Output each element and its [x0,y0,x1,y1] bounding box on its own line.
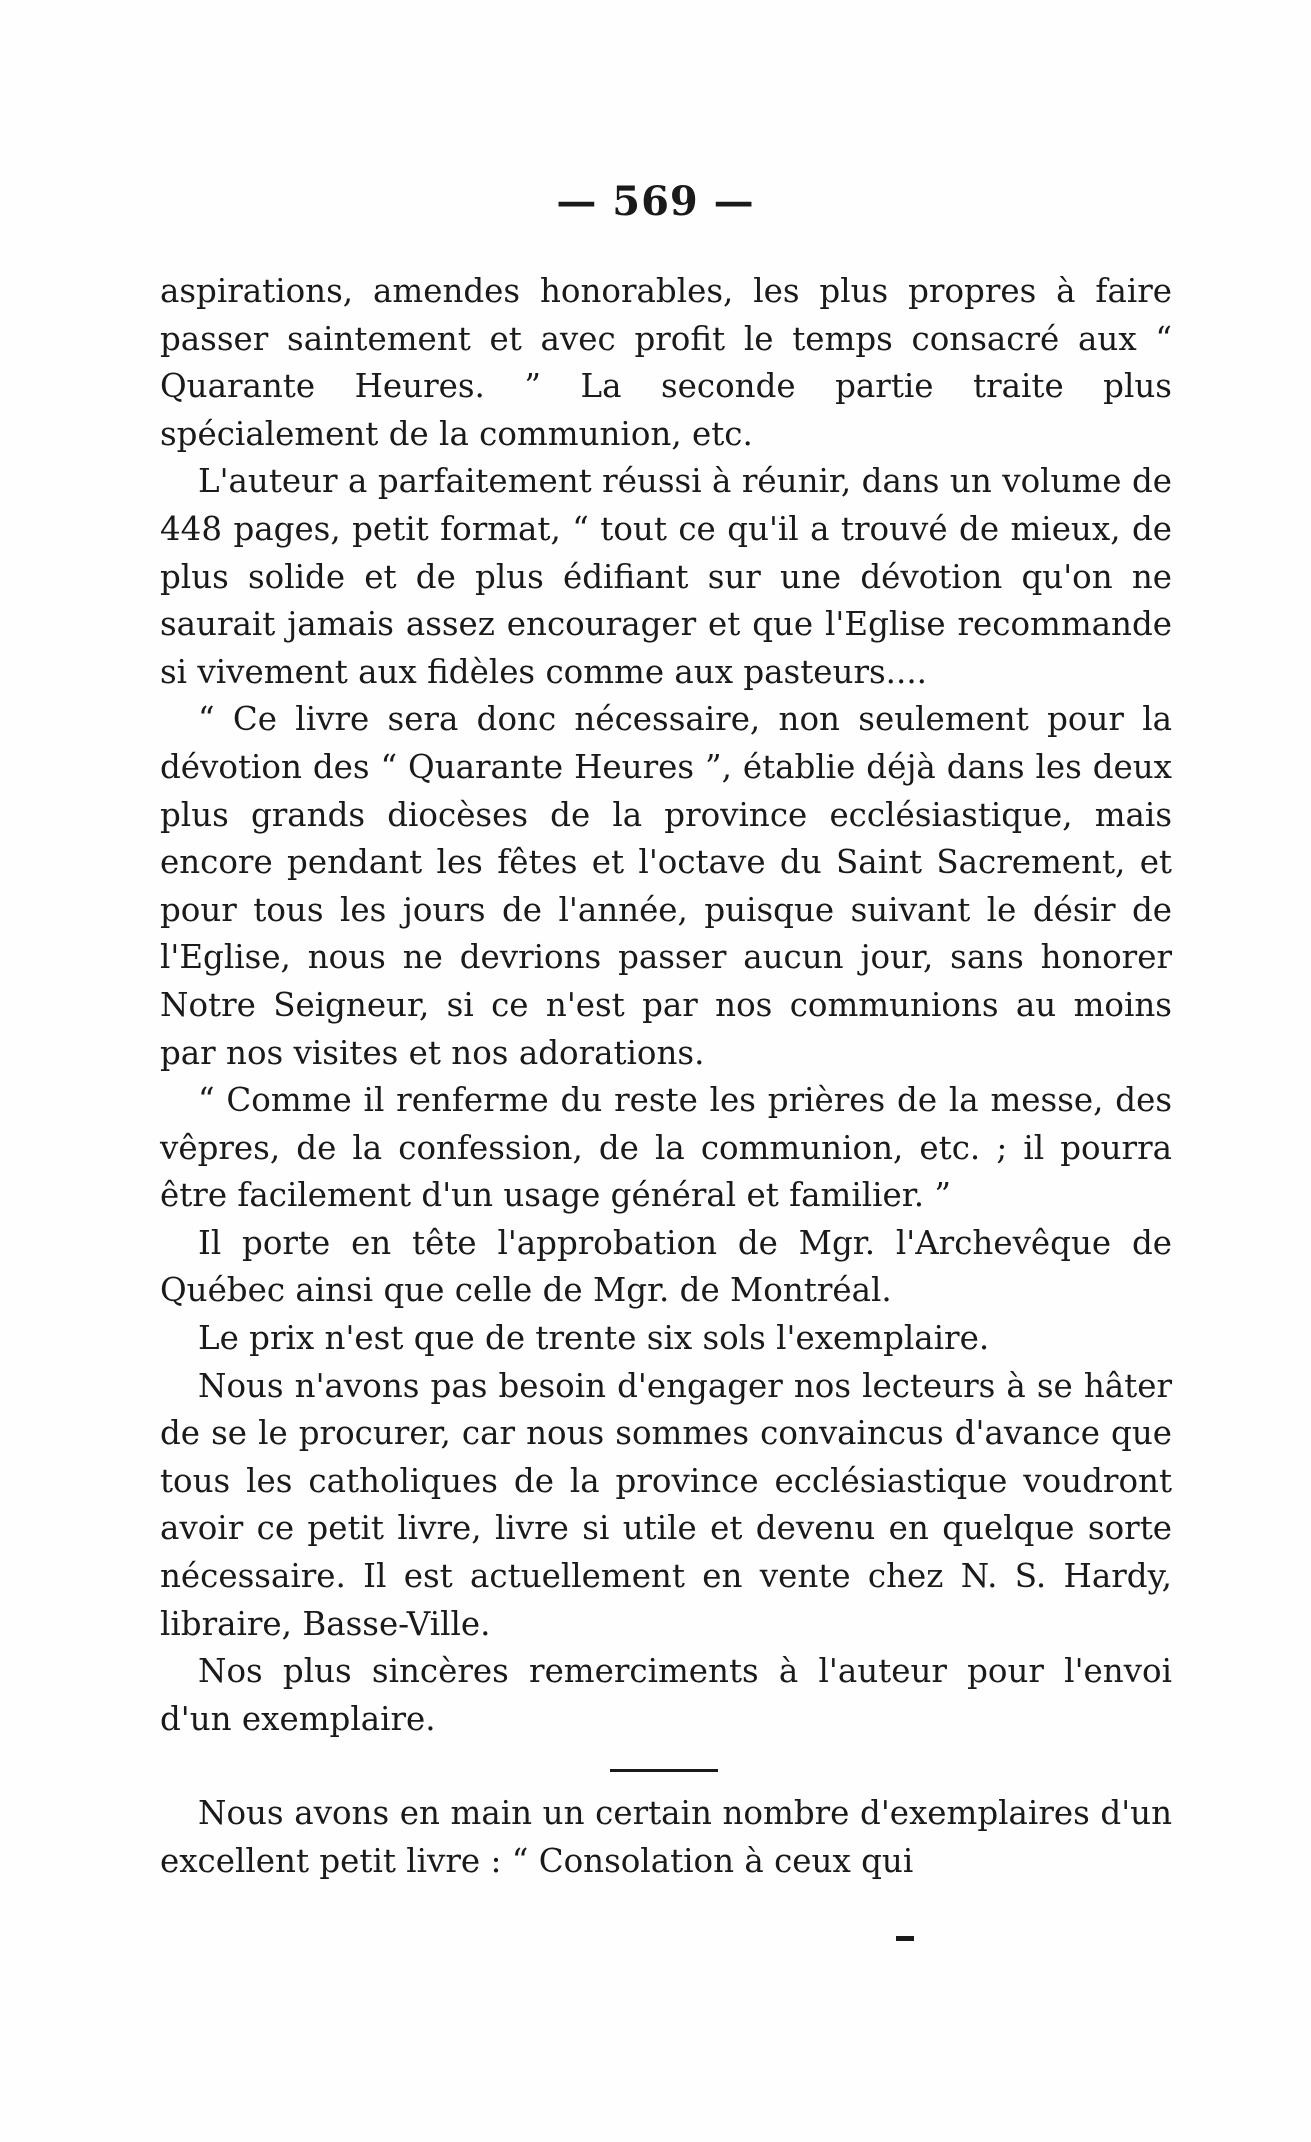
article-body [160,268,1172,1886]
paragraph-next-article: Nous avons en main un certain nombre d'exemplaires d'un excellent petit livre : “ Consolation à ceux qui [160,1794,1172,1880]
paragraph-price: Le prix n'est que de trente six sols l'exemplaire. [198,1319,990,1358]
bottom-dash-mark [896,1936,914,1941]
paragraph-quote-contents: “ Comme il renferme du reste les prières de la messe, des vêpres, de la confession, de la communion, etc. ; il pourra être facilement d'un usage général et familier. ” [160,1081,1172,1215]
paragraph-thanks: Nos plus sincères remerciments à l'auteur pour l'envoi d'un exemplaire. [160,1652,1172,1738]
separator-rule [610,1769,718,1772]
paragraph-approbation: Il porte en tête l'approbation de Mgr. l'Archevêque de Québec ainsi que celle de Mgr. de Montréal. [160,1223,1172,1310]
paragraph-recommendation: Nous n'avons pas besoin d'engager nos lecteurs à se hâter de se le procurer, car nous sommes convaincus d'avance que tous les catholiques de la province ecclésiastique voudront avoir ce petit livre, livre si utile et devenu en quelque sorte nécessaire. Il est actuellement en vente chez N. S. Hardy, libraire, Basse-Ville. [160,1366,1172,1643]
paragraph-quote-necessity: “ Ce livre sera donc nécessaire, non seulement pour la dévotion des “ Quarante Heures ”, établie déjà dans les deux plus grands diocèses de la province ecclésiastique, mais encore pendant les fêtes et l'octave du Saint Sacrement, et pour tous les jours de l'année, puisque suivant le désir de l'Eglise, nous ne devrions passer aucun jour, sans honorer Notre Seigneur, si ce n'est par nos communions au moins par nos visites et nos adorations. [160,700,1172,1072]
paragraph-author: L'auteur a parfaitement réussi à réunir, dans un volume de 448 pages, petit format, “ tout ce qu'il a trouvé de mieux, de plus solide et de plus édifiant sur une dévotion qu'on ne saurait jamais assez encourager et que l'Eglise recommande si vivement aux fidèles comme aux pasteurs.... [160,462,1172,691]
page-number: — 569 — [556,178,755,225]
paragraph-continued: aspirations, amendes honorables, les plus propres à faire passer saintement et avec profit le temps consacré aux “ Quarante Heures. ” La seconde partie traite plus spécialement de la communion, etc. [160,272,1172,453]
section-separator [160,1743,1172,1790]
